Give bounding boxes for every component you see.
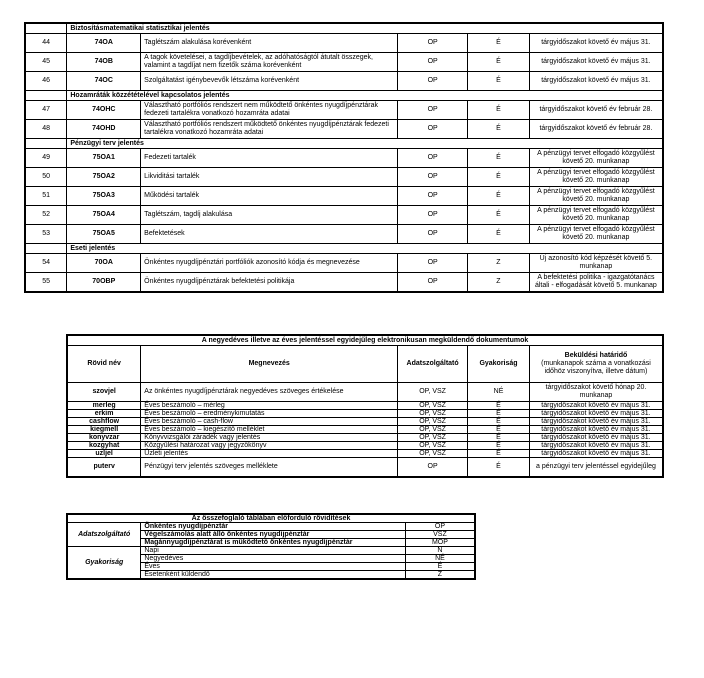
table-row xyxy=(67,523,475,531)
report-table-body xyxy=(25,23,663,292)
table-row xyxy=(25,53,663,72)
frequency: Z xyxy=(468,254,530,273)
data-provider: OP, VSZ xyxy=(398,402,468,410)
deadline: A pénzügyi tervet elfogadó közgyűlést követő 20. munkanap xyxy=(529,225,663,244)
abbreviation-name: Éves xyxy=(141,563,406,571)
row-number: 44 xyxy=(25,34,67,53)
data-provider: OP, VSZ xyxy=(398,418,468,426)
data-provider: OP xyxy=(398,101,468,120)
table-row xyxy=(25,168,663,187)
section-header-row xyxy=(25,244,663,254)
document-name: Pénzügyi terv jelentés szöveges melléklete xyxy=(141,458,398,478)
table-row xyxy=(25,254,663,273)
report-description: Önkéntes nyugdíjpénztárak befektetési politikája xyxy=(141,273,398,293)
abbreviation-code: MOP xyxy=(405,539,475,547)
report-description: Választható portfóliós rendszert működtető önkéntes nyugdíjpénztárak fedezeti tartalékra vonatkozó hozamráta adatai xyxy=(141,120,398,139)
document-name: Éves beszámoló – cash-flow xyxy=(141,418,398,426)
document-name: Éves beszámoló – mérleg xyxy=(141,402,398,410)
deadline: tárgyidőszakot követő év május 31. xyxy=(529,434,663,442)
section-header-row xyxy=(25,139,663,149)
data-provider: OP, VSZ xyxy=(398,410,468,418)
data-provider: OP, VSZ xyxy=(398,450,468,458)
section-spacer-cell xyxy=(25,139,67,149)
deadline: tárgyidőszakot követő év február 28. xyxy=(529,120,663,139)
deadline: tárgyidőszakot követő év május 31. xyxy=(529,410,663,418)
report-code: 75OA2 xyxy=(67,168,141,187)
frequency: É xyxy=(468,101,530,120)
row-number: 46 xyxy=(25,72,67,91)
report-description: Taglétszám, tagdíj alakulása xyxy=(141,206,398,225)
data-provider: OP, VSZ xyxy=(398,442,468,450)
data-provider: OP, VSZ xyxy=(398,426,468,434)
table-row xyxy=(67,410,663,418)
section-title: Biztosításmatematikai statisztikai jelentés xyxy=(67,23,663,34)
table-row xyxy=(67,402,663,410)
report-description: Működési tartalék xyxy=(141,187,398,206)
deadline: tárgyidőszakot követő év február 28. xyxy=(529,101,663,120)
report-code: 70OBP xyxy=(67,273,141,293)
data-provider: OP xyxy=(398,168,468,187)
section-spacer-cell xyxy=(25,23,67,34)
table-row xyxy=(67,426,663,434)
table-row xyxy=(25,101,663,120)
section-header-row xyxy=(25,23,663,34)
frequency: É xyxy=(468,168,530,187)
frequency: É xyxy=(468,72,530,91)
document-short-name: puterv xyxy=(67,458,141,478)
frequency: NÉ xyxy=(468,383,530,402)
row-number: 47 xyxy=(25,101,67,120)
frequency: É xyxy=(468,450,530,458)
data-provider: OP xyxy=(398,225,468,244)
table-row xyxy=(67,450,663,458)
section-header-row xyxy=(25,91,663,101)
table-row xyxy=(67,547,475,555)
data-provider: OP, VSZ xyxy=(398,434,468,442)
abbreviation-code: VSZ xyxy=(405,531,475,539)
abbreviation-name: Napi xyxy=(141,547,406,555)
deadline: A pénzügyi tervet elfogadó közgyűlést követő 20. munkanap xyxy=(529,168,663,187)
header-deadline-note: (munkanapok száma a vonatkozási időhöz viszonyítva, illetve dátum) xyxy=(541,360,651,375)
report-description: Likviditási tartalék xyxy=(141,168,398,187)
document-short-name: konyvzar xyxy=(67,434,141,442)
report-description: Választható portfóliós rendszert nem működtető önkéntes nyugdíjpénztárak fedezeti tartalékra vonatkozó hozamráta adatai xyxy=(141,101,398,120)
deadline: a pénzügyi terv jelentéssel egyidejűleg xyxy=(529,458,663,478)
header-deadline-label: Beküldési határidő xyxy=(564,352,628,359)
report-code: 75OA4 xyxy=(67,206,141,225)
abbreviation-name: Önkéntes nyugdíjpénztár xyxy=(141,523,406,531)
abbreviation-name: Esetenként küldendő xyxy=(141,571,406,580)
row-number: 49 xyxy=(25,149,67,168)
abbreviation-name: Végelszámolás alatt álló önkéntes nyugdíjpénztár xyxy=(141,531,406,539)
deadline: tárgyidőszakot követő év május 31. xyxy=(529,418,663,426)
deadline: tárgyidőszakot követő év május 31. xyxy=(529,426,663,434)
document-short-name: szovjel xyxy=(67,383,141,402)
deadline: A pénzügyi tervet elfogadó közgyűlést követő 20. munkanap xyxy=(529,187,663,206)
document-name: Éves beszámoló – kiegészítő melléklet xyxy=(141,426,398,434)
frequency: É xyxy=(468,149,530,168)
frequency: É xyxy=(468,34,530,53)
table-row xyxy=(67,442,663,450)
section-title: Eseti jelentés xyxy=(67,244,663,254)
row-number: 54 xyxy=(25,254,67,273)
table-row xyxy=(25,149,663,168)
row-number: 52 xyxy=(25,206,67,225)
data-provider: OP xyxy=(398,53,468,72)
abbreviation-name: Negyedéves xyxy=(141,555,406,563)
document-short-name: merleg xyxy=(67,402,141,410)
report-description: A tagok követelései, a tagdíjbevételek, az adóhatóságtól átutalt összegek, valamint a tagdíjat nem fizetők száma korévenként xyxy=(141,53,398,72)
report-description: Taglétszám alakulása korévenként xyxy=(141,34,398,53)
deadline: tárgyidőszakot követő év május 31. xyxy=(529,442,663,450)
frequency: É xyxy=(468,458,530,478)
deadline: tárgyidőszakot követő év május 31. xyxy=(529,53,663,72)
row-number: 50 xyxy=(25,168,67,187)
row-number: 55 xyxy=(25,273,67,293)
documents-table xyxy=(66,334,664,478)
abbreviation-code: NÉ xyxy=(405,555,475,563)
row-number: 53 xyxy=(25,225,67,244)
deadline: tárgyidőszakot követő év május 31. xyxy=(529,402,663,410)
table-row xyxy=(25,72,663,91)
abbreviations-table xyxy=(66,513,476,580)
header-deadline xyxy=(529,346,663,383)
frequency: Z xyxy=(468,273,530,293)
deadline: A pénzügyi tervet elfogadó közgyűlést követő 20. munkanap xyxy=(529,206,663,225)
data-provider: OP, VSZ xyxy=(398,383,468,402)
report-code: 70OA xyxy=(67,254,141,273)
section-title: Pénzügyi terv jelentés xyxy=(67,139,663,149)
header-frequency: Gyakoriság xyxy=(468,346,530,383)
deadline: tárgyidőszakot követő év május 31. xyxy=(529,72,663,91)
frequency: É xyxy=(468,434,530,442)
header-short-name: Rövid név xyxy=(67,346,141,383)
abbreviation-name: Magánnyugdíjpénztárat is működtető önkéntes nyugdíjpénztár xyxy=(141,539,406,547)
table-row xyxy=(25,225,663,244)
deadline: tárgyidőszakot követő év május 31. xyxy=(529,450,663,458)
report-code: 75OA5 xyxy=(67,225,141,244)
table-row xyxy=(25,273,663,293)
section-spacer-cell xyxy=(25,91,67,101)
document-short-name: uzljel xyxy=(67,450,141,458)
document-name: Könyvvizsgálói záradék vagy jelentés xyxy=(141,434,398,442)
report-code: 75OA1 xyxy=(67,149,141,168)
data-provider: OP xyxy=(398,72,468,91)
report-description: Fedezeti tartalék xyxy=(141,149,398,168)
deadline: tárgyidőszakot követő év május 31. xyxy=(529,34,663,53)
table-row xyxy=(67,383,663,402)
document-short-name: erkim xyxy=(67,410,141,418)
document-name: Közgyűlési határozat vagy jegyzőkönyv xyxy=(141,442,398,450)
data-provider: OP xyxy=(398,254,468,273)
data-provider: OP xyxy=(398,34,468,53)
document-name: Éves beszámoló – eredménykimutatás xyxy=(141,410,398,418)
frequency: É xyxy=(468,418,530,426)
row-number: 48 xyxy=(25,120,67,139)
frequency: É xyxy=(468,426,530,434)
table-row xyxy=(67,434,663,442)
report-code: 74OC xyxy=(67,72,141,91)
row-number: 51 xyxy=(25,187,67,206)
data-provider: OP xyxy=(398,206,468,225)
abbreviation-code: É xyxy=(405,563,475,571)
header-name: Megnevezés xyxy=(141,346,398,383)
table-row xyxy=(25,120,663,139)
data-provider: OP xyxy=(398,120,468,139)
frequency: É xyxy=(468,442,530,450)
documents-table-body xyxy=(67,335,663,477)
report-description: Szolgáltatást igénybevevők létszáma korévenként xyxy=(141,72,398,91)
abbreviation-group-label: Gyakoriság xyxy=(67,547,141,580)
data-provider: OP xyxy=(398,187,468,206)
abbreviations-table-body xyxy=(67,514,475,579)
data-provider: OP xyxy=(398,149,468,168)
report-description: Önkéntes nyugdíjpénztári portfóliók azonosító kódja és megnevezése xyxy=(141,254,398,273)
data-provider: OP xyxy=(398,273,468,293)
document-short-name: cashflow xyxy=(67,418,141,426)
frequency: É xyxy=(468,225,530,244)
document-short-name: kozgyhat xyxy=(67,442,141,450)
frequency: É xyxy=(468,410,530,418)
table-row xyxy=(25,206,663,225)
table-row xyxy=(67,418,663,426)
abbreviation-code: N xyxy=(405,547,475,555)
frequency: É xyxy=(468,187,530,206)
frequency: É xyxy=(468,402,530,410)
report-table xyxy=(24,22,664,293)
table-row xyxy=(67,458,663,478)
abbreviation-code: OP xyxy=(405,523,475,531)
report-code: 75OA3 xyxy=(67,187,141,206)
data-provider: OP xyxy=(398,458,468,478)
row-number: 45 xyxy=(25,53,67,72)
deadline: Új azonosító kód képzését követő 5. munkanap xyxy=(529,254,663,273)
frequency: É xyxy=(468,53,530,72)
deadline: A befektetési politika - igazgatótanács általi - elfogadását követő 5. munkanap xyxy=(529,273,663,293)
document-name: Az önkéntes nyugdíjpénztárak negyedéves szöveges értékelése xyxy=(141,383,398,402)
table-row xyxy=(25,187,663,206)
abbreviation-code: Z xyxy=(405,571,475,580)
table-row xyxy=(25,34,663,53)
section-spacer-cell xyxy=(25,244,67,254)
documents-table-title: A negyedéves illetve az éves jelentéssel egyidejűleg elektronikusan megküldendő dokumentumok xyxy=(67,335,663,346)
header-provider: Adatszolgáltató xyxy=(398,346,468,383)
report-code: 74OHD xyxy=(67,120,141,139)
deadline: A pénzügyi tervet elfogadó közgyűlést követő 20. munkanap xyxy=(529,149,663,168)
section-title: Hozamráták közzétételével kapcsolatos jelentés xyxy=(67,91,663,101)
document-short-name: kiegmell xyxy=(67,426,141,434)
document-name: Üzleti jelentés xyxy=(141,450,398,458)
abbreviations-table-title: Az összefoglaló táblában előforduló rövidítések xyxy=(67,514,475,523)
frequency: É xyxy=(468,120,530,139)
abbreviation-group-label: Adatszolgáltató xyxy=(67,523,141,547)
report-code: 74OHC xyxy=(67,101,141,120)
deadline: tárgyidőszakot követő hónap 20. munkanap xyxy=(529,383,663,402)
frequency: É xyxy=(468,206,530,225)
report-code: 74OB xyxy=(67,53,141,72)
report-description: Befektetések xyxy=(141,225,398,244)
report-code: 74OA xyxy=(67,34,141,53)
